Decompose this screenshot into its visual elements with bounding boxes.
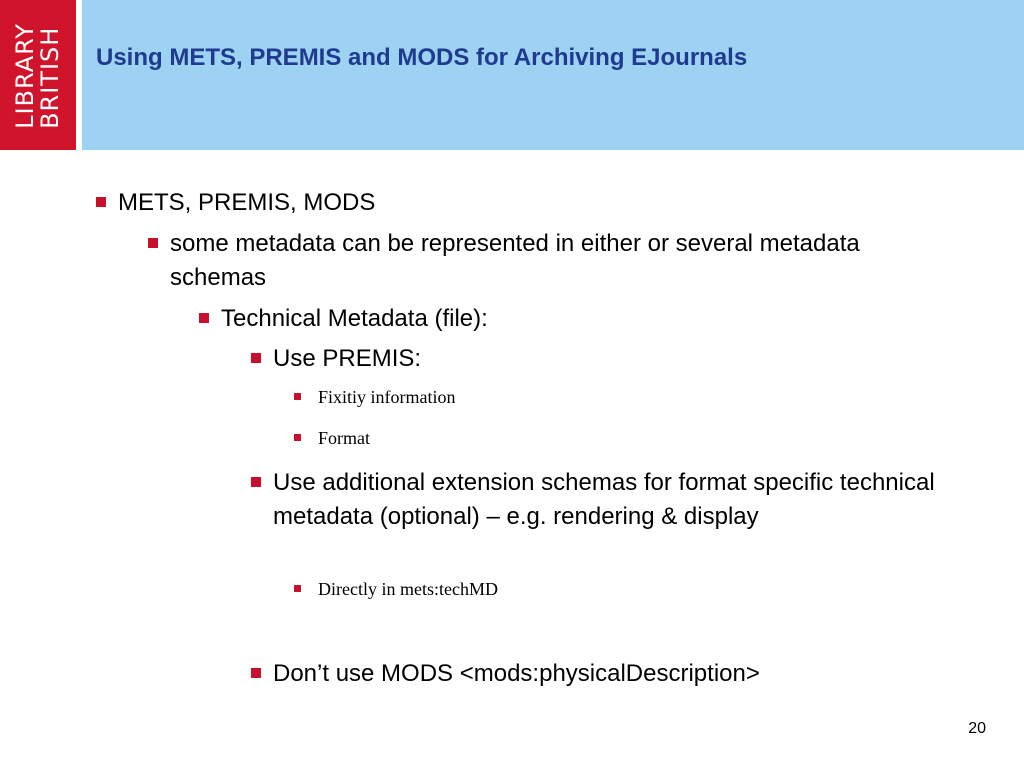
logo-wordmark <box>13 23 63 129</box>
bullet-level5 <box>318 426 918 450</box>
bullet-text: METS, PREMIS, MODS <box>118 189 376 216</box>
bullet-text: Fixitiy information <box>318 387 456 407</box>
bullet-level5 <box>318 385 918 409</box>
bullet-level2 <box>170 227 890 295</box>
square-bullet-icon <box>294 393 301 400</box>
page-number: 20 <box>968 720 986 737</box>
bullet-text: Technical Metadata (file): <box>221 305 488 332</box>
header-band <box>82 0 1024 150</box>
bullet-level1 <box>118 186 978 220</box>
square-bullet-icon <box>199 313 209 323</box>
bullet-text: Directly in mets:techMD <box>318 579 498 599</box>
square-bullet-icon <box>294 434 301 441</box>
square-bullet-icon <box>148 238 158 248</box>
square-bullet-icon <box>251 477 261 487</box>
square-bullet-icon <box>251 353 261 363</box>
bullet-text: Don’t use MODS <mods:physicalDescription> <box>273 660 760 687</box>
bullet-level4 <box>273 657 973 691</box>
bullet-text: Use PREMIS: <box>273 345 422 372</box>
british-library-logo <box>0 0 76 150</box>
logo-line-library: LIBRARY <box>11 23 39 129</box>
bullet-level4 <box>273 342 973 376</box>
slide-title: Using METS, PREMIS and MODS for Archiving EJournals <box>96 44 748 71</box>
bullet-level4 <box>273 466 953 534</box>
bullet-text: Use additional extension schemas for format specific technical metadata (optional) – e.g. rendering & display <box>273 469 935 530</box>
logo-line-british: BRITISH <box>36 26 64 129</box>
bullet-text: some metadata can be represented in either or several metadata schemas <box>170 230 860 291</box>
square-bullet-icon <box>96 197 106 207</box>
bullet-level5 <box>318 577 918 601</box>
bullet-level3 <box>221 302 981 336</box>
bullet-text: Format <box>318 428 370 448</box>
square-bullet-icon <box>294 585 301 592</box>
square-bullet-icon <box>251 668 261 678</box>
